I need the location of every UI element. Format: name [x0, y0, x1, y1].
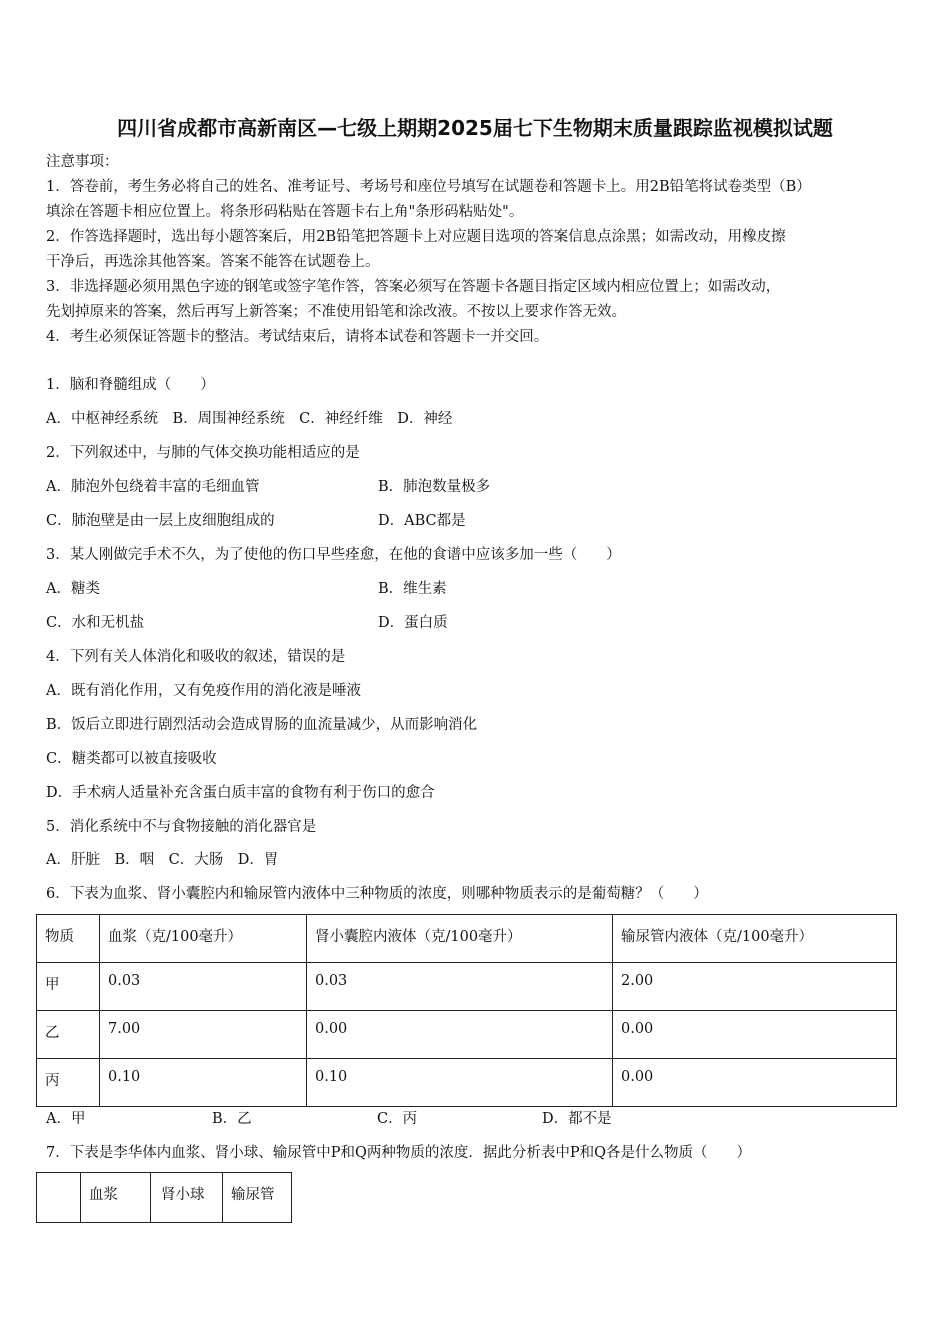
q6-option-a: A．甲: [46, 1111, 86, 1127]
table-cell: 0.00: [613, 1059, 897, 1107]
q3-option-c: C．水和无机盐: [46, 615, 145, 631]
notice-line: 3．非选择题必须用黑色字迹的钢笔或签字笔作答，答案必须写在答题卡各题目指定区域内相应位置上；如需改动，: [46, 279, 781, 295]
q7-table: [36, 1172, 292, 1223]
table-row: [37, 963, 897, 1011]
q1-options: A．中枢神经系统 B．周围神经系统 C．神经纤维 D．神经: [46, 411, 453, 427]
notice-line: 2．作答选择题时，选出每小题答案后，用2B铅笔把答题卡上对应题目选项的答案信息点涂黑；如需改动，用橡皮擦: [46, 229, 786, 245]
table-cell: 0.10: [100, 1059, 307, 1107]
q6-option-c: C．丙: [377, 1111, 418, 1127]
q4-option-a: A．既有消化作用，又有免疫作用的消化液是唾液: [46, 683, 361, 699]
q6-stem: 6．下表为血浆、肾小囊腔内和输尿管内液体中三种物质的浓度，则哪种物质表示的是葡萄糖？（ ）: [46, 886, 708, 902]
q1-stem: 1．脑和脊髓组成（ ）: [46, 377, 215, 393]
q3-option-b: B．维生素: [378, 581, 447, 597]
q3-stem: 3．某人刚做完手术不久，为了使他的伤口早些痊愈，在他的食谱中应该多加一些（ ）: [46, 547, 621, 563]
q4-option-d: D．手术病人适量补充含蛋白质丰富的食物有利于伤口的愈合: [46, 785, 435, 801]
q6-option-d: D．都不是: [542, 1111, 612, 1127]
q3-option-a: A．糖类: [46, 581, 100, 597]
table-header-cell: 物质: [37, 915, 100, 963]
q2-stem: 2．下列叙述中，与肺的气体交换功能相适应的是: [46, 445, 360, 461]
notice-line: 填涂在答题卡相应位置上。将条形码粘贴在答题卡右上角"条形码粘贴处"。: [46, 204, 524, 220]
table-cell: 7.00: [100, 1011, 307, 1059]
table-row: [37, 1059, 897, 1107]
table-header-cell: 血浆: [81, 1173, 151, 1223]
table-header-cell: 输尿管内液体（克/100毫升）: [613, 915, 897, 963]
q6-table: [36, 914, 897, 1107]
table-cell: 2.00: [613, 963, 897, 1011]
table-cell: 乙: [37, 1011, 100, 1059]
table-cell: 0.03: [307, 963, 613, 1011]
exam-title: 四川省成都市高新南区—七级上期期2025届七下生物期末质量跟踪监视模拟试题: [117, 116, 833, 140]
notice-line: 干净后，再选涂其他答案。答案不能答在试题卷上。: [46, 254, 380, 270]
table-row: [37, 1011, 897, 1059]
table-cell: 0.03: [100, 963, 307, 1011]
q5-stem: 5．消化系统中不与食物接触的消化器官是: [46, 819, 317, 835]
notice-line: 4．考生必须保证答题卡的整洁。考试结束后，请将本试卷和答题卡一并交回。: [46, 329, 549, 345]
q7-stem: 7．下表是李华体内血浆、肾小球、输尿管中P和Q两种物质的浓度．据此分析表中P和Q各是什么物质（ ）: [46, 1145, 752, 1161]
q4-option-c: C．糖类都可以被直接吸收: [46, 751, 217, 767]
table-cell: 甲: [37, 963, 100, 1011]
q2-option-c: C．肺泡壁是由一层上皮细胞组成的: [46, 513, 275, 529]
q5-options: A．肝脏 B．咽 C．大肠 D．胃: [46, 852, 279, 868]
table-header-row: [37, 915, 897, 963]
q2-option-a: A．肺泡外包绕着丰富的毛细血管: [46, 479, 260, 495]
table-header-cell: 肾小球: [151, 1173, 223, 1223]
table-cell: 0.00: [613, 1011, 897, 1059]
q2-option-b: B．肺泡数量极多: [378, 479, 491, 495]
q4-stem: 4．下列有关人体消化和吸收的叙述，错误的是: [46, 649, 346, 665]
table-header-row: [37, 1173, 292, 1223]
q4-option-b: B．饭后立即进行剧烈活动会造成胃肠的血流量减少，从而影响消化: [46, 717, 478, 733]
table-header-cell: 输尿管: [223, 1173, 292, 1223]
q6-option-b: B．乙: [212, 1111, 252, 1127]
table-cell: 0.00: [307, 1011, 613, 1059]
q2-option-d: D．ABC都是: [378, 513, 466, 529]
notice-heading: 注意事项：: [46, 154, 119, 170]
table-header-cell: [37, 1173, 81, 1223]
table-cell: 丙: [37, 1059, 100, 1107]
notice-line: 1．答卷前，考生务必将自己的姓名、准考证号、考场号和座位号填写在试题卷和答题卡上。用2B铅笔将试卷类型（B）: [46, 179, 811, 195]
table-cell: 0.10: [307, 1059, 613, 1107]
table-header-cell: 肾小囊腔内液体（克/100毫升）: [307, 915, 613, 963]
table-header-cell: 血浆（克/100毫升）: [100, 915, 307, 963]
q3-option-d: D．蛋白质: [378, 615, 448, 631]
notice-line: 先划掉原来的答案，然后再写上新答案；不准使用铅笔和涂改液。不按以上要求作答无效。: [46, 304, 626, 320]
